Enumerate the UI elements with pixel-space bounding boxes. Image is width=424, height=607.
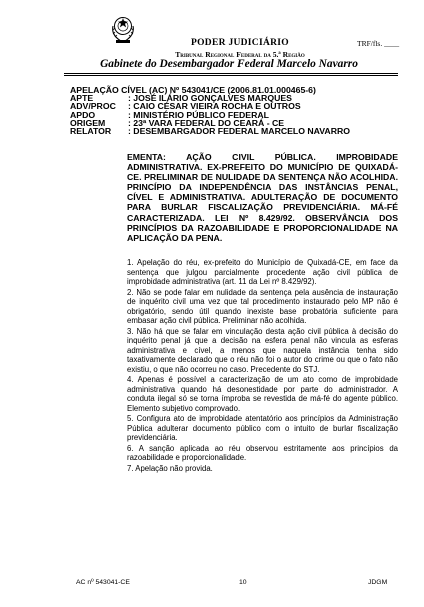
party-role: APTE	[70, 93, 94, 104]
party-role: RELATOR	[70, 126, 112, 137]
case-header	[70, 86, 410, 135]
court-branch-title: PODER JUDICIÁRIO	[191, 38, 289, 48]
party-value: : JOSÉ ILÁRIO GONÇALVES MARQUES	[128, 93, 292, 104]
party-value: : MINISTÉRIO PÚBLICO FEDERAL	[128, 109, 269, 120]
footer-case-number: AC nº 543041-CE	[76, 579, 130, 586]
ementa-item: 3. Não há que se falar em vinculação desta ação civil pública à decisão do inquérito penal já que a decisão na esfera penal não vincula as esferas administrativa e cível, a menos que naquela instância tenha sido taxativamente declarado que o réu não foi o autor do crime ou que o fato não existiu, o que não ocorreu no caso. Precedente do STJ.	[127, 326, 398, 374]
party-value: : DESEMBARGADOR FEDERAL MARCELO NAVARRO	[128, 126, 351, 137]
party-value: : CAIO CÉSAR VIEIRA ROCHA E OUTROS	[128, 101, 301, 112]
ementa-items	[127, 258, 398, 474]
chambers-name: Gabinete do Desembargador Federal Marcelo Navarro	[100, 58, 358, 70]
ementa-item: 2. Não se pode falar em nulidade da sentença pela ausência de instauração de inquérito civil uma vez que tal procedimento instaurado pelo MP não é obrigatório, sendo útil quando inexiste base probatória suficiente para embasar ação civil pública. Preliminar não acolhida.	[127, 287, 398, 325]
folio-reference: TRF/fls. ____	[357, 39, 400, 48]
coat-of-arms-icon	[108, 14, 138, 46]
header-rule	[64, 73, 398, 74]
party-value: : 23ª VARA FEDERAL DO CEARÁ - CE	[128, 117, 285, 128]
header-rule	[64, 75, 398, 76]
court-name: Tribunal Regional Federal da 5.ª Região	[175, 50, 305, 59]
ementa-item: 1. Apelação do réu, ex-prefeito do Município de Quixadá-CE, em face da sentença que julgou parcialmente procedente ação civil pública de improbidade administrativa (art. 11 da Lei nº 8.429/92).	[127, 258, 398, 286]
ementa-item: 7. Apelação não provida.	[127, 463, 213, 473]
party-row	[70, 127, 410, 135]
case-title: APELAÇÃO CÍVEL (AC) Nº 543041/CE (2006.81.01.000465-6)	[70, 85, 316, 95]
ementa-summary: EMENTA: AÇÃO CIVIL PÚBLICA. IMPROBIDADE ADMINISTRATIVA. EX-PREFEITO DO MUNICÍPIO DE QUIXADÁ-CE. PRELIMINAR DE NULIDADE DA SENTENÇA NÃO ACOLHIDA. PRINCÍPIO DA INDEPENDÊNCIA DAS INSTÂNCIAS PENAL, CÍVEL E ADMINISTRATIVA. ADULTERAÇÃO DE DOCUMENTO PARA BURLAR FISCALIZAÇÃO PREVIDENCIÁRIA. MÁ-FÉ CARACTERIZADA. LEI Nº 8.429/92. OBSERVÂNCIA DOS PRINCÍPIOS DA RAZOABILIDADE E PROPORCIONALIDADE NA APLICAÇÃO DA PENA.	[127, 152, 398, 243]
ementa-item: 4. Apenas é possível a caracterização de um ato como de improbidade administrativa quando há desonestidade por parte do administrador. A conduta ilegal só se torna ímproba se revestida de má-fé do agente público. Elemento subjetivo comprovado.	[127, 375, 398, 413]
footer-initials: JDGM	[368, 579, 388, 586]
ementa-item: 5. Configura ato de improbidade atentatório aos princípios da Administração Pública adulterar documento público com o intuito de burlar fiscalização previdenciária.	[127, 414, 398, 442]
party-role: APDO	[70, 109, 96, 120]
ementa-item: 6. A sanção aplicada ao réu observou estritamente aos princípios da razoabilidade e proporcionalidade.	[127, 443, 398, 462]
party-role: ORIGEM	[70, 117, 106, 128]
party-role: ADV/PROC	[70, 101, 116, 112]
page-number: 10	[239, 579, 247, 586]
